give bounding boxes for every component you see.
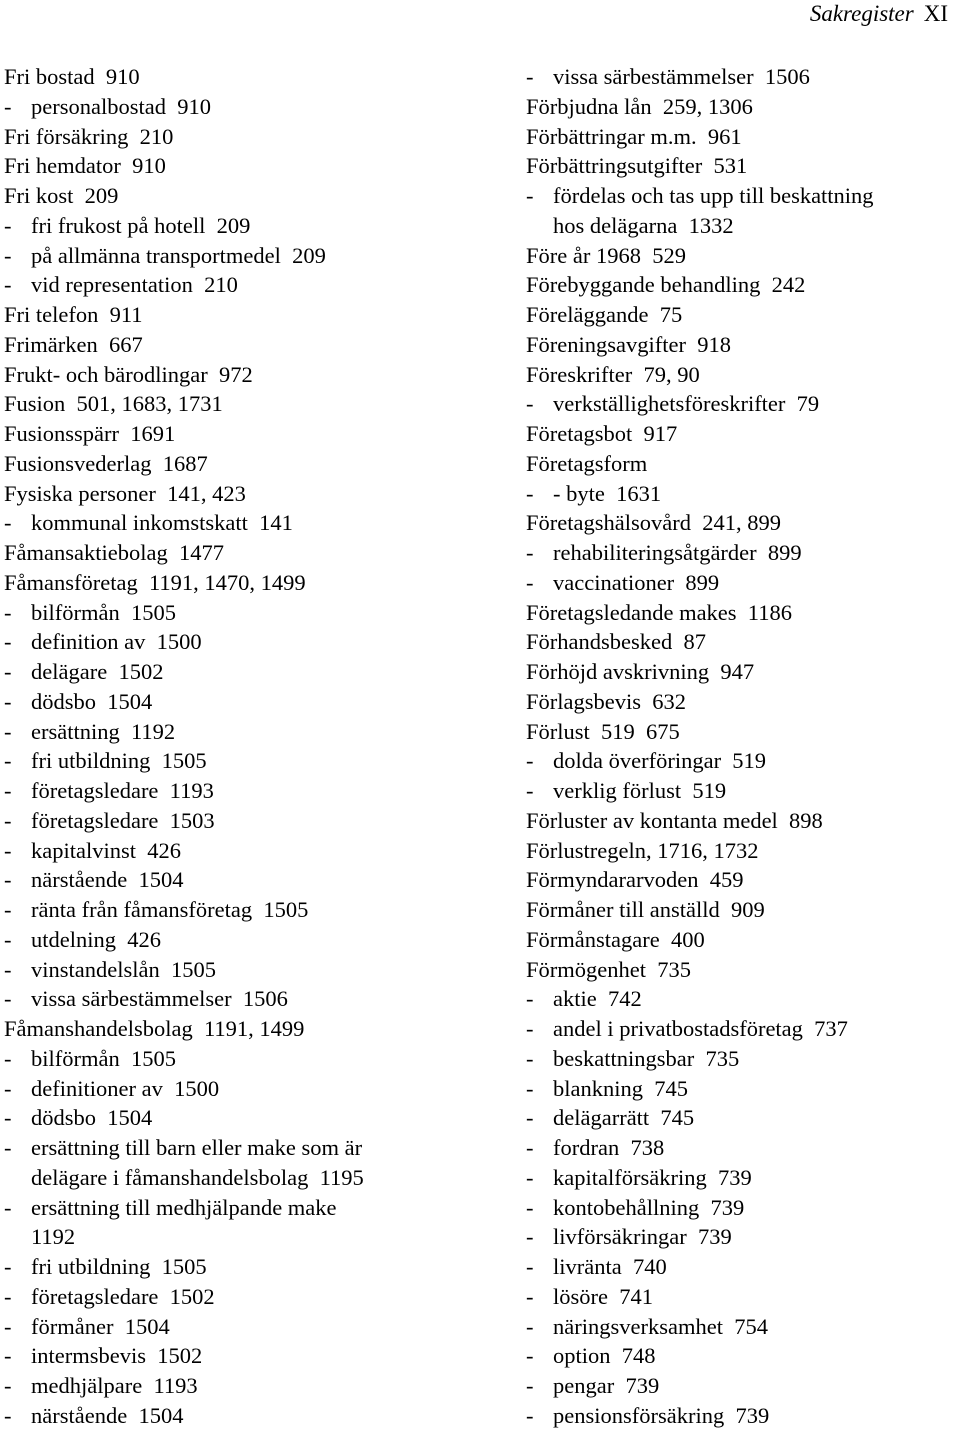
index-entry-text: 1192 [31,1224,76,1250]
index-entry-text: intermsbevis 1502 [31,1343,203,1369]
index-entry-text: utdelning 426 [31,926,161,952]
index-entry-text: ersättning till medhjälpande make [31,1194,337,1220]
index-entry-text: Fri telefon 911 [4,302,143,327]
index-subentry [526,1193,956,1223]
index-entry-text: Förlustregeln, 1716, 1732 [526,837,759,863]
subentry-dash: - [526,1016,534,1041]
index-entry-text: pensionsförsäkring 739 [553,1402,770,1428]
index-subentry [4,865,504,895]
subentry-dash: - [4,1343,12,1369]
index-entry [526,865,956,895]
page-header [810,1,948,27]
page-number: XI [923,1,948,26]
index-entry [526,241,956,271]
subentry-dash: - [4,807,12,833]
index-column-left [4,62,504,1431]
index-entry-text: Fåmanshandelsbolag 1191, 1499 [4,1016,305,1041]
subentry-dash: - [4,599,12,625]
index-entry-text: dödsbo 1504 [31,688,153,714]
subentry-dash: - [526,480,534,506]
index-entry-text: Förebyggande behandling 242 [526,272,806,298]
index-entry-text: Fri försäkring 210 [4,123,174,149]
index-entry-text: Förmånstagare 400 [526,926,705,952]
index-entry-text: Fåmansaktiebolag 1477 [4,540,224,565]
subentry-dash: - [4,1135,12,1160]
index-subentry [4,241,504,271]
index-entry-text: fördelas och tas upp till beskattning [553,183,874,208]
index-entry-text: dödsbo 1504 [31,1105,153,1131]
index-entry-text: kapitalförsäkring 739 [553,1164,752,1190]
index-entry [526,508,956,538]
subentry-dash: - [4,837,12,863]
index-subentry [526,538,956,568]
subentry-dash: - [526,986,534,1012]
index-entry-text: Förlagsbevis 632 [526,688,686,714]
index-entry-text: Fri kost 209 [4,183,119,208]
index-subentry [526,746,956,776]
index-subentry [4,627,504,657]
index-entry [526,151,956,181]
index-entry [526,270,956,300]
index-subentry [4,836,504,866]
index-entry [526,687,956,717]
index-subentry [4,508,504,538]
subentry-dash: - [4,1105,12,1131]
index-entry-text: fordran 738 [553,1135,665,1160]
subentry-dash: - [526,1373,534,1398]
index-entry-text: ersättning 1192 [31,718,176,744]
index-subentry [526,776,956,806]
subentry-dash: - [4,629,12,655]
index-entry [4,538,504,568]
index-subentry [526,1074,956,1104]
index-entry-continuation [526,211,956,241]
index-entry-text: vaccinationer 899 [553,569,720,595]
subentry-dash: - [526,540,534,565]
index-entry-text: vid representation 210 [31,272,238,298]
index-entry-text: Föreläggande 75 [526,302,683,327]
subentry-dash: - [526,183,534,208]
subentry-dash: - [526,748,534,774]
index-entry-text: Fåmansföretag 1191, 1470, 1499 [4,569,306,595]
subentry-dash: - [4,718,12,744]
index-entry-text: vissa särbestämmelser 1506 [31,986,288,1012]
subentry-dash: - [526,778,534,803]
section-title: Sakregister [809,1,914,26]
index-subentry [526,1341,956,1371]
subentry-dash: - [4,242,12,268]
index-subentry [526,984,956,1014]
subentry-dash: - [4,748,12,774]
index-subentry [526,1371,956,1401]
index-entry-text: näringsverksamhet 754 [553,1313,768,1339]
index-entry [526,360,956,390]
subentry-dash: - [526,1194,534,1220]
index-subentry [4,984,504,1014]
index-entry-text: Förmögenhet 735 [526,956,691,982]
index-entry-text: definitioner av 1500 [31,1075,220,1101]
index-entry [4,568,504,598]
index-entry-text: livränta 740 [553,1254,667,1279]
index-subentry [4,1193,504,1223]
index-entry [4,419,504,449]
index-entry-text: Frukt- och bärodlingar 972 [4,361,253,387]
index-subentry [4,955,504,985]
index-subentry [526,1282,956,1312]
index-entry-continuation [4,1163,504,1193]
index-entry-text: Företagshälsovård 241, 899 [526,510,781,536]
index-entry-text: Förbättringsutgifter 531 [526,153,748,179]
index-entry-text: option 748 [553,1343,656,1369]
index-entry [526,419,956,449]
subentry-dash: - [4,688,12,714]
subentry-dash: - [526,1105,534,1131]
index-entry-text: fri utbildning 1505 [31,748,207,774]
index-entry [526,955,956,985]
index-entry-text: kommunal inkomstskatt 141 [31,510,293,536]
subentry-dash: - [526,1402,534,1428]
index-entry-text: Företagsform [526,450,648,476]
index-entry [4,151,504,181]
index-entry-text: Fri hemdator 910 [4,153,166,179]
index-entry-text: Fysiska personer 141, 423 [4,480,246,506]
index-entry-text: vissa särbestämmelser 1506 [553,64,810,89]
index-entry-text: medhjälpare 1193 [31,1373,198,1398]
index-entry [4,330,504,360]
index-subentry [4,1401,504,1431]
index-entry-text: Förmåner till anställd 909 [526,897,765,922]
subentry-dash: - [526,1135,534,1160]
subentry-dash: - [526,1045,534,1071]
subentry-dash: - [4,1283,12,1309]
index-entry [526,627,956,657]
index-subentry [526,1252,956,1282]
index-subentry [4,1074,504,1104]
index-entry [526,657,956,687]
subentry-dash: - [526,1075,534,1101]
index-entry-text: bilförmån 1505 [31,1045,176,1071]
index-entry-text: kontobehållning 739 [553,1194,745,1220]
subentry-dash: - [4,1313,12,1339]
index-entry-text: närstående 1504 [31,1402,184,1428]
index-subentry [4,1103,504,1133]
index-entry [4,122,504,152]
index-entry-text: verkställighetsföreskrifter 79 [553,391,820,417]
subentry-dash: - [4,212,12,238]
index-entry-text: lösöre 741 [553,1283,653,1309]
subentry-dash: - [526,1254,534,1279]
subentry-dash: - [526,64,534,89]
index-entry-text: Förmyndararvoden 459 [526,867,744,893]
index-entry [526,300,956,330]
subentry-dash: - [4,926,12,952]
subentry-dash: - [4,1402,12,1428]
index-entry-text: Förbjudna lån 259, 1306 [526,93,753,119]
index-entry-text: bilförmån 1505 [31,599,176,625]
index-subentry [4,806,504,836]
index-entry-text: Fri bostad 910 [4,64,140,89]
index-entry-text: fri utbildning 1505 [31,1254,207,1279]
index-entry-text: Före år 1968 529 [526,242,686,268]
index-entry-text: Förbättringar m.m. 961 [526,123,742,149]
subentry-dash: - [4,1075,12,1101]
index-subentry [4,598,504,628]
subentry-dash: - [4,956,12,982]
index-entry [526,449,956,479]
subentry-dash: - [4,897,12,922]
index-entry [526,92,956,122]
index-entry-text: blankning 745 [553,1075,688,1101]
index-entry-text: verklig förlust 519 [553,778,727,803]
index-subentry [4,925,504,955]
index-entry [4,62,504,92]
index-entry-text: företagsledare 1503 [31,807,215,833]
index-entry-text: delägarrätt 745 [553,1105,695,1131]
index-subentry [526,568,956,598]
index-subentry [526,1312,956,1342]
index-entry [526,717,956,747]
index-subentry [4,1282,504,1312]
index-entry-text: Föreningsavgifter 918 [526,331,731,357]
index-entry [526,925,956,955]
index-entry-text: Fusionsspärr 1691 [4,421,176,446]
index-subentry [4,1341,504,1371]
index-subentry [4,211,504,241]
index-subentry [526,62,956,92]
index-subentry [4,776,504,806]
index-entry-text: personalbostad 910 [31,93,211,119]
index-subentry [4,1252,504,1282]
index-entry-text: definition av 1500 [31,629,202,655]
index-entry-text: rehabiliteringsåtgärder 899 [553,540,802,565]
index-entry [4,181,504,211]
subentry-dash: - [4,659,12,684]
index-entry-text: livförsäkringar 739 [553,1224,732,1250]
index-entry-text: företagsledare 1193 [31,778,214,803]
index-entry-text: Föreskrifter 79, 90 [526,361,700,387]
index-entry-text: Företagsledande makes 1186 [526,599,792,625]
index-entry-text: Förhöjd avskrivning 947 [526,659,755,684]
subentry-dash: - [4,867,12,893]
subentry-dash: - [4,1045,12,1071]
index-subentry [4,746,504,776]
index-entry-text: Förluster av kontanta medel 898 [526,807,823,833]
index-entry-text: hos delägarna 1332 [553,212,734,238]
subentry-dash: - [4,93,12,119]
subentry-dash: - [526,391,534,417]
index-entry [4,389,504,419]
index-entry-text: Förlust 519 675 [526,718,680,744]
index-entry-text: beskattningsbar 735 [553,1045,740,1071]
index-subentry [4,717,504,747]
subentry-dash: - [4,510,12,536]
index-entry [526,895,956,925]
index-subentry [526,1014,956,1044]
subentry-dash: - [4,1254,12,1279]
index-entry-text: Fusionsvederlag 1687 [4,450,208,476]
index-entry-text: aktie 742 [553,986,642,1012]
index-entry-text: på allmänna transportmedel 209 [31,242,326,268]
index-subentry [526,1222,956,1252]
index-entry-text: närstående 1504 [31,867,184,893]
subentry-dash: - [4,1373,12,1398]
index-entry-text: - byte 1631 [553,480,662,506]
subentry-dash: - [526,1224,534,1250]
index-subentry [526,1103,956,1133]
index-subentry [526,1163,956,1193]
subentry-dash: - [4,778,12,803]
index-subentry [4,895,504,925]
index-subentry [4,657,504,687]
index-subentry [4,92,504,122]
subentry-dash: - [526,1283,534,1309]
index-subentry [4,1371,504,1401]
index-entry [526,122,956,152]
index-entry-text: vinstandelslån 1505 [31,956,216,982]
index-entry-text: fri frukost på hotell 209 [31,212,251,238]
index-entry-text: Förhandsbesked 87 [526,629,706,655]
index-entry-text: Frimärken 667 [4,331,143,357]
index-subentry [526,1133,956,1163]
subentry-dash: - [526,569,534,595]
index-entry-text: kapitalvinst 426 [31,837,181,863]
index-entry-text: Företagsbot 917 [526,421,678,446]
index-entry [4,1014,504,1044]
index-subentry [4,687,504,717]
index-subentry [4,1312,504,1342]
subentry-dash: - [526,1313,534,1339]
index-column-right [526,62,956,1431]
index-entry-text: förmåner 1504 [31,1313,170,1339]
index-entry-text: ränta från fåmansföretag 1505 [31,897,309,922]
index-subentry [526,1401,956,1431]
subentry-dash: - [526,1343,534,1369]
index-subentry [526,1044,956,1074]
index-entry [526,806,956,836]
index-entry [526,330,956,360]
index-entry [4,479,504,509]
index-entry [526,836,956,866]
index-entry-text: Fusion 501, 1683, 1731 [4,391,223,417]
index-subentry [4,270,504,300]
index-entry [4,360,504,390]
index-entry-text: delägare 1502 [31,659,164,684]
index-subentry [526,389,956,419]
index-subentry [4,1044,504,1074]
index-subentry [526,181,956,211]
index-entry-text: dolda överföringar 519 [553,748,767,774]
index-entry [4,449,504,479]
index-entry-text: andel i privatbostadsföretag 737 [553,1016,848,1041]
index-entry-text: ersättning till barn eller make som är [31,1135,363,1160]
index-subentry [526,479,956,509]
index-entry-continuation [4,1222,504,1252]
index-subentry [4,1133,504,1163]
index-entry [526,598,956,628]
subentry-dash: - [526,1164,534,1190]
index-entry-text: pengar 739 [553,1373,660,1398]
index-entry [4,300,504,330]
subentry-dash: - [4,986,12,1012]
subentry-dash: - [4,1194,12,1220]
subentry-dash: - [4,272,12,298]
index-entry-text: delägare i fåmanshandelsbolag 1195 [31,1164,364,1190]
index-entry-text: företagsledare 1502 [31,1283,215,1309]
